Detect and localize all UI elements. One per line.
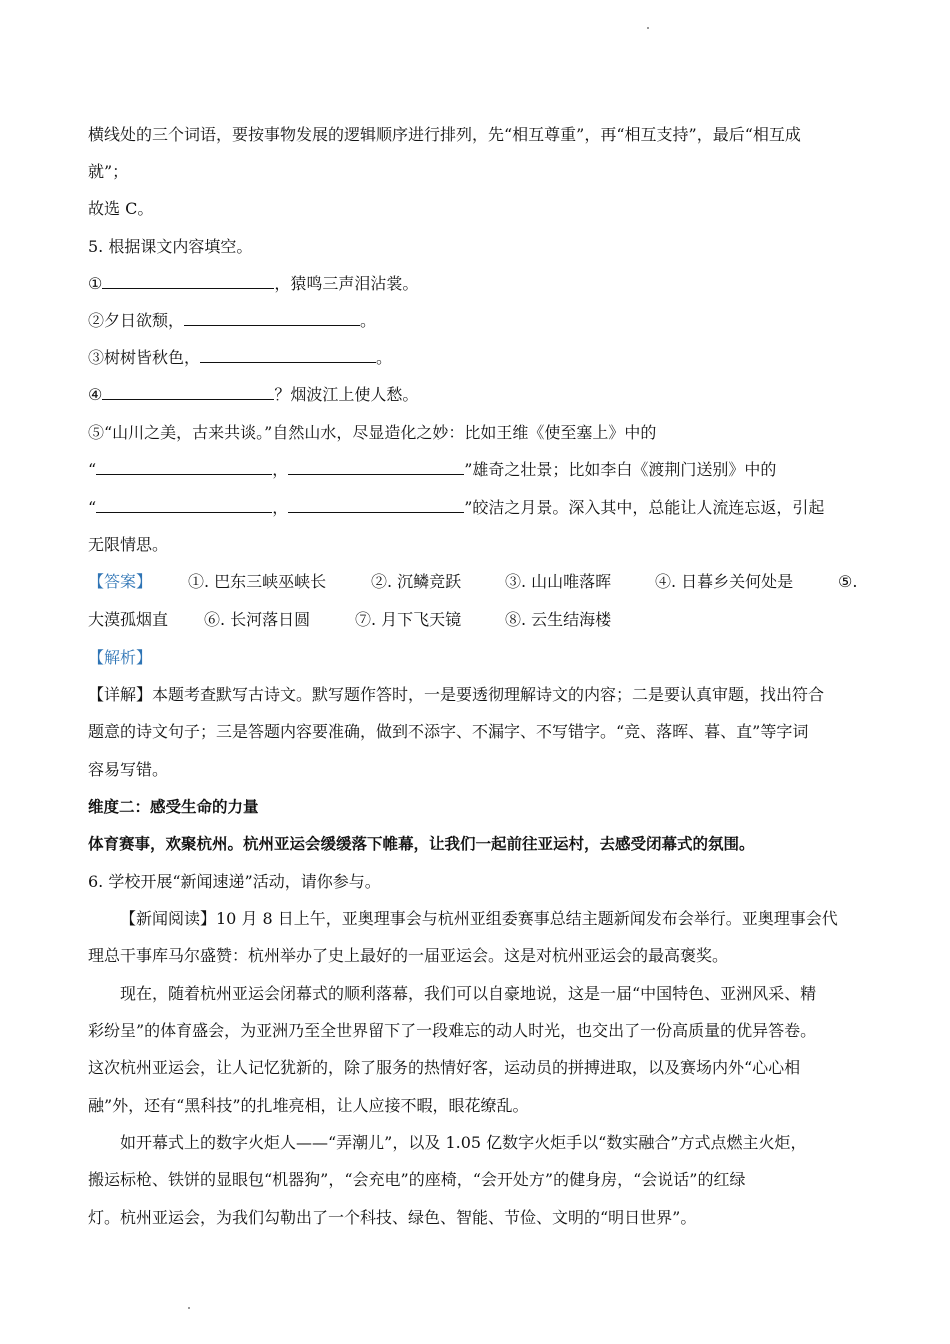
- news-paragraph: 这次杭州亚运会，让人记忆犹新的，除了服务的热情好客，运动员的拼搏进取，以及赛场内外“心心相: [88, 1058, 801, 1077]
- answer-item: ⑤.: [838, 572, 858, 591]
- page-mark: [188, 1307, 190, 1309]
- news-paragraph: 【新闻阅读】10 月 8 日上午，亚奥理事会与杭州亚组委赛事总结主题新闻发布会举行。亚奥理事会代: [120, 909, 838, 928]
- fill-item-5: ⑤“山川之美，古来共谈。”自然山水，尽显造化之妙：比如王维《使至塞上》中的: [88, 423, 657, 442]
- analysis-text: 就”；: [88, 162, 129, 181]
- answer-item: ②. 沉鳞竞跃: [371, 572, 462, 591]
- analysis-conclusion: 故选 C。: [88, 199, 154, 218]
- answer-item: ⑥. 长河落日圆: [204, 610, 311, 629]
- analysis-text: 横线处的三个词语，要按事物发展的逻辑顺序进行排列，先“相互尊重”，再“相互支持”，最后“相互成: [88, 125, 801, 144]
- fill-item-4: [88, 384, 418, 406]
- section-intro: 体育赛事，欢聚杭州。杭州亚运会缓缓落下帷幕，让我们一起前往亚运村，去感受闭幕式的氛围。: [88, 835, 755, 853]
- blank-line: [102, 384, 274, 400]
- item-text: ”雄奇之壮景；比如李白《渡荆门送别》中的: [464, 460, 777, 479]
- fill-item-1: [88, 273, 418, 295]
- item-text: ？烟波江上使人愁。: [274, 385, 419, 404]
- detail-text: 容易写错。: [88, 760, 169, 779]
- item-text: ②夕日欲颓，: [88, 311, 185, 330]
- blank-line: [96, 459, 272, 475]
- blank-line: [96, 497, 272, 513]
- answer-item: ⑧. 云生结海楼: [505, 610, 612, 629]
- page-mark: [647, 27, 649, 29]
- answer-item: ①. 巴东三峡巫峡长: [188, 572, 327, 591]
- item-text: ，猿鸣三声泪沾裳。: [274, 274, 419, 293]
- item-text: 。: [376, 348, 393, 367]
- blank-line: [102, 273, 274, 289]
- quote-mark: “: [88, 460, 97, 479]
- section-heading: 维度二：感受生命的力量: [88, 798, 259, 816]
- detail-text: 【详解】本题考查默写古诗文。默写题作答时，一是要透彻理解诗文的内容；二是要认真审题，找出符合: [88, 685, 825, 704]
- fill-item-3: [88, 347, 392, 369]
- question-5-title: 5. 根据课文内容填空。: [88, 237, 253, 256]
- fill-item-5-end: 无限情思。: [88, 535, 169, 554]
- answer-item: ④. 日暮乡关何处是: [655, 572, 794, 591]
- analysis-tag: 【解析】: [88, 648, 153, 667]
- blank-line: [288, 497, 464, 513]
- item-text: 。: [360, 311, 377, 330]
- news-paragraph: 彩纷呈”的体育盛会，为亚洲乃至全世界留下了一段难忘的动人时光，也交出了一份高质量的优异答卷。: [88, 1021, 817, 1040]
- quote-mark: “: [88, 498, 97, 517]
- news-paragraph: 搬运标枪、铁饼的显眼包“机器狗”，“会充电”的座椅，“会开处方”的健身房，“会说话”的红绿: [88, 1170, 746, 1189]
- detail-text: 题意的诗文句子；三是答题内容要准确，做到不添字、不漏字、不写错字。“竞、落晖、暮、直”等字词: [88, 722, 809, 741]
- blank-line: [288, 459, 464, 475]
- answer-item: ③. 山山唯落晖: [505, 572, 612, 591]
- fill-item-2: [88, 310, 376, 332]
- item-number: ①: [88, 274, 103, 293]
- answer-item: ⑦. 月下飞天镜: [355, 610, 462, 629]
- fill-item-5-line: [88, 459, 776, 481]
- answer-item: 大漠孤烟直: [88, 610, 169, 629]
- item-number: ④: [88, 385, 103, 404]
- news-paragraph: 现在，随着杭州亚运会闭幕式的顺利落幕，我们可以自豪地说，这是一届“中国特色、亚洲风采、精: [120, 984, 817, 1003]
- answer-tag: 【答案】: [88, 572, 153, 591]
- comma: ，: [272, 460, 289, 479]
- news-paragraph: 融”外，还有“黑科技”的扎堆亮相，让人应接不暇，眼花缭乱。: [88, 1096, 529, 1115]
- fill-item-5-line: [88, 497, 824, 519]
- comma: ，: [272, 498, 289, 517]
- question-6-title: 6. 学校开展“新闻速递”活动，请你参与。: [88, 872, 381, 891]
- news-paragraph: 如开幕式上的数字火炬人——“弄潮儿”，以及 1.05 亿数字火炬手以“数实融合”方式点燃主火炬，: [120, 1133, 807, 1152]
- blank-line: [184, 310, 360, 326]
- blank-line: [200, 347, 376, 363]
- item-text: ”皎洁之月景。深入其中，总能让人流连忘返，引起: [464, 498, 825, 517]
- item-text: ③树树皆秋色，: [88, 348, 201, 367]
- news-paragraph: 理总干事库马尔盛赞：杭州举办了史上最好的一届亚运会。这是对杭州亚运会的最高褒奖。: [88, 946, 729, 965]
- news-paragraph: 灯。杭州亚运会，为我们勾勒出了一个科技、绿色、智能、节俭、文明的“明日世界”。: [88, 1208, 697, 1227]
